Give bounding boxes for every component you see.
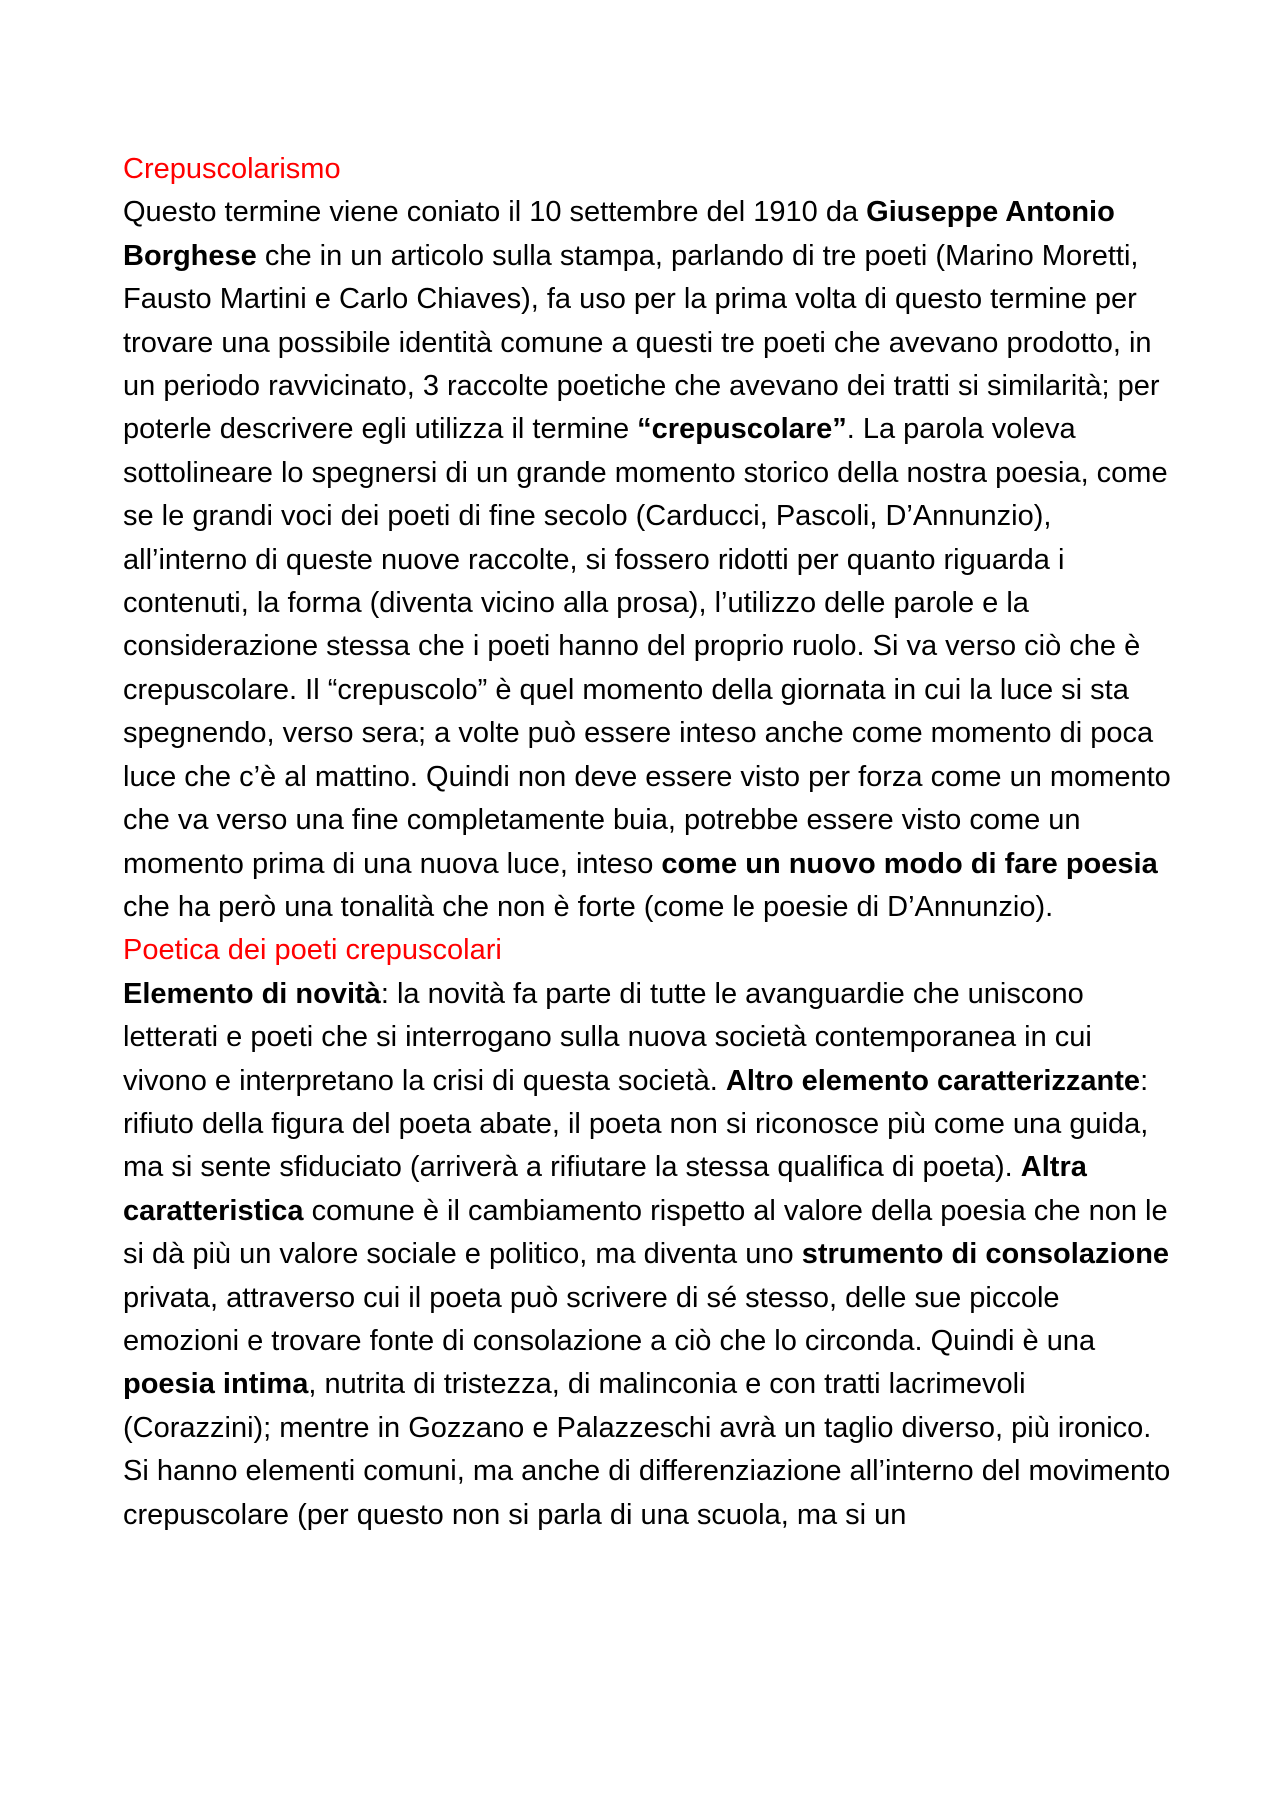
text-run: . La parola voleva sottolineare lo spegnersi di un grande momento storico della nostra poesia, come se le grandi voci dei poeti di fine secolo (Carducci, Pascoli, D’Annunzio), all’interno di queste nuove raccolte, si fossero ridotti per quanto riguarda i contenuti, la forma (diventa vicino alla prosa), l’utilizzo delle parole e la considerazione stessa che i poeti hanno del proprio ruolo. Si va verso ciò che è crepuscolare. Il “crepuscolo” è quel momento della giornata in cui la luce si sta spegnendo, verso sera; a volte può essere inteso anche come momento di poca luce che c’è al mattino. Quindi non deve essere visto per forza come un momento che va verso una fine completamente buia, potrebbe essere visto come un momento prima di una nuova luce, inteso [123, 413, 1171, 880]
text-run: Questo termine viene coniato il 10 settembre del 1910 da [123, 196, 867, 229]
bold-run: Altra caratteristica [123, 1151, 1087, 1227]
text-run: che in un articolo sulla stampa, parlando di tre poeti (Marino Moretti, Fausto Martini e Carlo Chiaves), fa uso per la prima volta di questo termine per trovare una possibile identità comune a questi tre poeti che avevano prodotto, in un periodo ravvicinato, 3 raccolte poetiche che avevano dei tratti si similarità; per poterle descrivere egli utilizza il termine [123, 239, 1160, 446]
bold-run: poesia intima [123, 1368, 309, 1401]
bold-run: come un nuovo modo di fare poesia [661, 847, 1158, 880]
paragraph-poetica [123, 973, 1171, 1450]
section-heading-poetica: Poetica dei poeti crepuscolari [123, 934, 502, 967]
bold-run: Giuseppe Antonio Borghese [123, 196, 1115, 272]
text-run: : rifiuto della figura del poeta abate, il poeta non si riconosce più come una guida, ma si sente sfiduciato (arriverà a rifiutare la stessa qualifica di poeta). [123, 1064, 1149, 1184]
bold-run: “crepuscolare” [637, 413, 847, 446]
bold-run: strumento di consolazione [801, 1238, 1170, 1271]
section-heading-crepuscolarismo: Crepuscolarismo [123, 153, 341, 185]
text-run: : la novità fa parte di tutte le avanguardie che uniscono letterati e poeti che si interrogano sulla nuova società contemporanea in cui vivono e interpretano la crisi di questa società. [123, 977, 1092, 1097]
document-body [123, 148, 1171, 1537]
text-run: che ha però una tonalità che non è forte (come le poesie di D’Annunzio). [123, 890, 1054, 923]
text-run: comune è il cambiamento rispetto al valore della poesia che non le si dà più un valore sociale e politico, ma diventa uno [123, 1194, 1168, 1271]
bold-run: Altro elemento caratterizzante [725, 1064, 1141, 1097]
paragraph-elementi-comuni: Si hanno elementi comuni, ma anche di differenziazione all’interno del movimento crepuscolare (per questo non si parla di una scuola, ma si un [123, 1455, 1171, 1531]
bold-run: Elemento di novità [123, 977, 381, 1010]
text-run: , nutrita di tristezza, di malinconia e con tratti lacrimevoli (Corazzini); mentre in Gozzano e Palazzeschi avrà un taglio diverso, più ironico. [123, 1368, 1152, 1444]
paragraph-crepuscolarismo [123, 191, 1171, 929]
text-run: privata, attraverso cui il poeta può scrivere di sé stesso, delle sue piccole emozioni e trovare fonte di consolazione a ciò che lo circonda. Quindi è una [123, 1281, 1096, 1357]
